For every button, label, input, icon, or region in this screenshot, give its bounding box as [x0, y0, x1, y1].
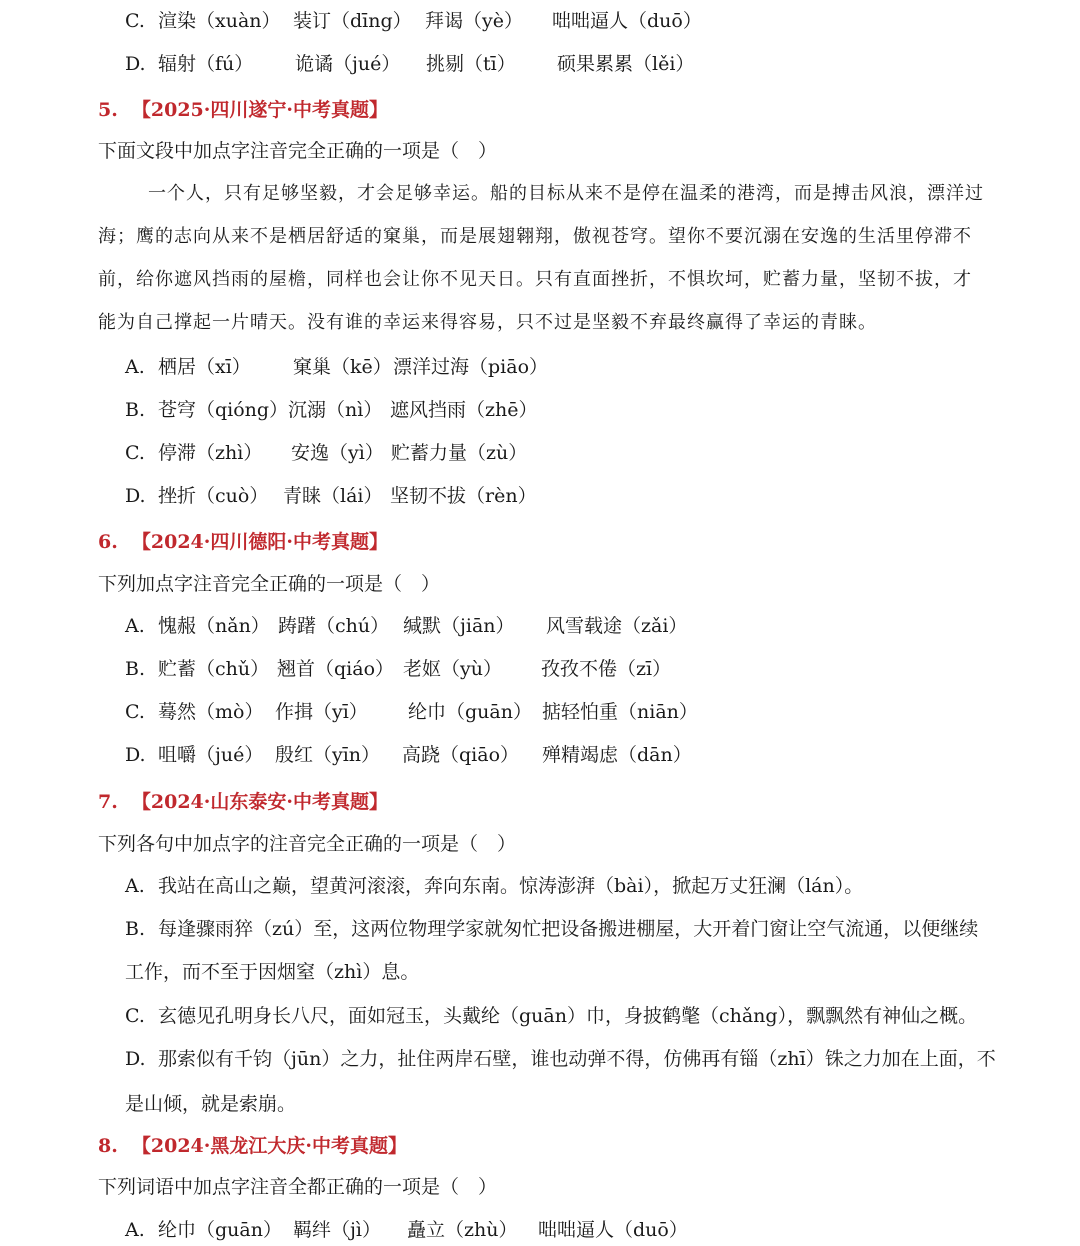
option-item: 咄咄逼人（duō）	[538, 1219, 688, 1241]
passage-line: 前，给你遮风挡雨的屋檐，同样也会让你不见天日。只有直面挫折，不惧坎坷，贮蓄力量，坚韧不拔，才	[98, 269, 972, 290]
option-item: 纶巾（guān）	[408, 701, 532, 723]
q5-option-c	[125, 441, 528, 465]
option-label: A.	[125, 1219, 145, 1241]
question-number: 7.	[98, 791, 118, 813]
option-item: 蓦然（mò）	[158, 701, 264, 723]
source-tag: 【2024·黑龙江大庆·中考真题】	[131, 1135, 408, 1157]
option-item: 渲染（xuàn）	[158, 10, 281, 32]
option-item: 缄默（jiān）	[403, 615, 515, 637]
option-label: B.	[125, 918, 146, 940]
option-item: 停滞（zhì）	[158, 442, 263, 464]
option-item: 孜孜不倦（zī）	[541, 658, 672, 680]
option-item: 高跷（qiāo）	[402, 744, 520, 766]
q5-option-d	[125, 484, 537, 508]
option-item: 风雪载途（zǎi）	[546, 615, 688, 637]
option-item: 遮风挡雨（zhē）	[390, 399, 538, 421]
question-5-stem: 下面文段中加点字注音完全正确的一项是（ ）	[98, 140, 498, 162]
option-item: 咀嚼（jué）	[158, 744, 264, 766]
option-label: C.	[125, 442, 145, 464]
option-text: 我站在高山之巅，望黄河滚滚，奔向东南。惊涛澎湃（bài），掀起万丈狂澜（lán）。	[158, 875, 864, 897]
q5-option-a	[125, 355, 549, 379]
option-label: D.	[125, 744, 146, 766]
option-item: 踌躇（chú）	[278, 615, 390, 637]
option-item: 窠巢（kē）	[293, 356, 392, 378]
option-text-continued: 工作，而不至于因烟窒（zhì）息。	[125, 961, 420, 983]
option-item: 漂洋过海（piāo）	[393, 356, 549, 378]
option-item: 贮蓄力量（zù）	[391, 442, 528, 464]
option-item: 殚精竭虑（dān）	[542, 744, 692, 766]
question-number: 8.	[98, 1135, 118, 1157]
q7-option-c	[125, 1004, 978, 1028]
option-item: 愧赧（nǎn）	[158, 615, 270, 637]
option-item: 掂轻怕重（niān）	[542, 701, 698, 723]
option-label: B.	[125, 658, 146, 680]
option-item: 挫折（cuò）	[158, 485, 269, 507]
question-number: 6.	[98, 531, 118, 553]
option-label: C.	[125, 1005, 145, 1027]
option-item: 矗立（zhù）	[407, 1219, 518, 1241]
option-item: 殷红（yīn）	[275, 744, 381, 766]
option-text-continued: 是山倾，就是索崩。	[125, 1093, 297, 1115]
q6-option-b	[125, 657, 672, 681]
question-8-stem: 下列词语中加点字注音全都正确的一项是（ ）	[98, 1176, 498, 1198]
passage-line: 一个人，只有足够坚毅，才会足够幸运。船的目标从来不是停在温柔的港湾，而是搏击风浪，漂洋过	[148, 183, 984, 204]
option-item: 作揖（yī）	[275, 701, 368, 723]
source-tag: 【2024·山东泰安·中考真题】	[131, 791, 389, 813]
question-7-stem: 下列各句中加点字的注音完全正确的一项是（ ）	[98, 833, 517, 855]
option-item: 装订（dīng）	[293, 10, 412, 32]
q8-option-a	[125, 1218, 688, 1242]
option-item: 咄咄逼人（duō）	[552, 10, 702, 32]
option-item: 苍穹（qióng）	[158, 399, 289, 421]
question-6-stem: 下列加点字注音完全正确的一项是（ ）	[98, 573, 441, 595]
option-item: 诡谲（jué）	[295, 53, 401, 75]
option-item: 辐射（fú）	[158, 53, 254, 75]
passage-line: 能为自己撑起一片晴天。没有谁的幸运来得容易，只不过是坚毅不弃最终赢得了幸运的青睐。	[98, 312, 877, 333]
option-item: 安逸（yì）	[291, 442, 384, 464]
option-label: C.	[125, 10, 145, 32]
option-item: 硕果累累（lěi）	[557, 53, 695, 75]
prev-option-c	[125, 9, 702, 33]
option-label: B.	[125, 399, 146, 421]
option-label: D.	[125, 485, 146, 507]
q6-option-c	[125, 700, 698, 724]
option-item: 青睐（lái）	[283, 485, 383, 507]
option-label: C.	[125, 701, 145, 723]
option-item: 贮蓄（chǔ）	[158, 658, 270, 680]
source-tag: 【2025·四川遂宁·中考真题】	[131, 99, 389, 121]
option-item: 翘首（qiáo）	[277, 658, 395, 680]
option-label: A.	[125, 356, 145, 378]
option-label: A.	[125, 615, 145, 637]
passage-line: 海；鹰的志向从来不是栖居舒适的窠巢，而是展翅翱翔，傲视苍穹。望你不要沉溺在安逸的生活里停滞不	[98, 226, 972, 247]
option-label: D.	[125, 1048, 146, 1070]
option-item: 坚韧不拔（rèn）	[390, 485, 537, 507]
option-item: 老妪（yù）	[403, 658, 502, 680]
q6-option-a	[125, 614, 688, 638]
question-8-header	[98, 1134, 407, 1158]
option-label: A.	[125, 875, 145, 897]
option-item: 挑剔（tī）	[426, 53, 516, 75]
prev-option-d	[125, 52, 695, 76]
option-label: D.	[125, 53, 146, 75]
question-7-header	[98, 790, 388, 814]
question-number: 5.	[98, 99, 118, 121]
q7-option-a	[125, 874, 864, 898]
q5-option-b	[125, 398, 538, 422]
q7-option-d	[125, 1047, 996, 1071]
question-5-header	[98, 98, 388, 122]
q7-option-b	[125, 917, 979, 941]
q6-option-d	[125, 743, 692, 767]
option-text: 每逢骤雨猝（zú）至，这两位物理学家就匆忙把设备搬进棚屋，大开着门窗让空气流通，以便继续	[158, 918, 979, 940]
option-item: 栖居（xī）	[158, 356, 251, 378]
option-text: 那索似有千钧（jūn）之力，扯住两岸石壁，谁也动弹不得，仿佛再有锱（zhī）铢之力加在上面，不	[158, 1048, 996, 1070]
source-tag: 【2024·四川德阳·中考真题】	[131, 531, 389, 553]
option-text: 玄德见孔明身长八尺，面如冠玉，头戴纶（guān）巾，身披鹤氅（chǎng），飘飘然有神仙之概。	[158, 1005, 978, 1027]
option-item: 拜谒（yè）	[425, 10, 523, 32]
option-item: 纶巾（guān）	[158, 1219, 282, 1241]
option-item: 沉溺（nì）	[288, 399, 383, 421]
option-item: 羁绊（jì）	[293, 1219, 381, 1241]
question-6-header	[98, 530, 388, 554]
